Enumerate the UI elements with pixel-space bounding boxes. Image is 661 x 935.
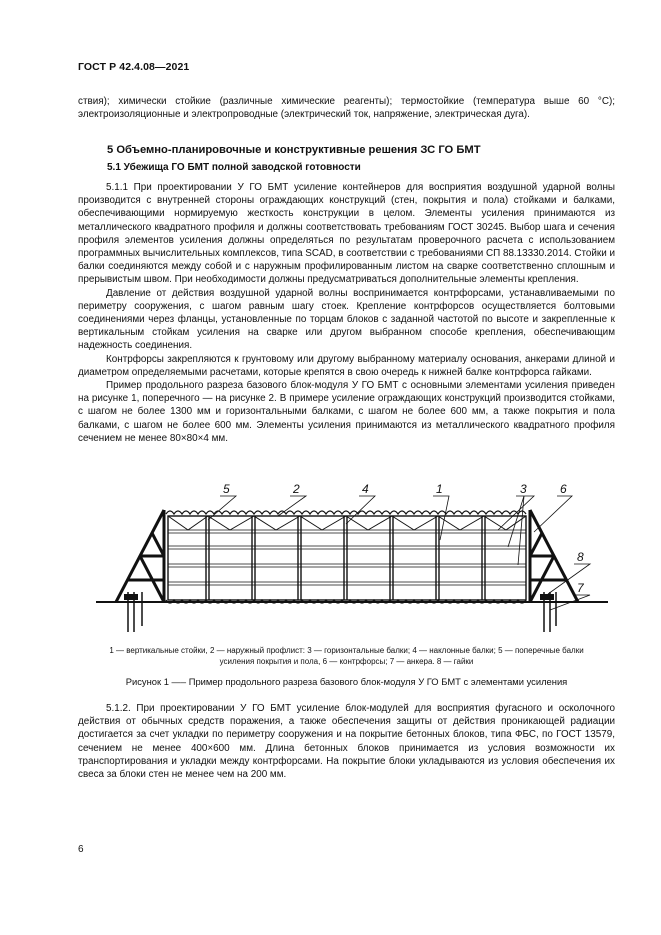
anchors [128,592,556,632]
label-6: 6 [560,482,567,496]
vertical-posts [206,516,485,600]
nuts [124,594,554,600]
figure-1-drawing [78,480,615,638]
section-title: 5 Объемно-планировочные и конструктивные решения ЗС ГО БМТ [107,144,481,156]
figure-legend [78,645,615,667]
intro-paragraph [78,95,615,121]
subsection-title: 5.1 Убежища ГО БМТ полной заводской готовности [107,162,361,173]
label-8: 8 [577,550,584,564]
left-buttress [116,510,164,602]
right-buttress [530,510,578,602]
page-number: 6 [78,844,84,855]
legend-line-1: 1 — вертикальные стойки, 2 — наружный профлист: 3 — горизонтальные балки; 4 — наклонные балки; 5 — поперечные балки [109,646,584,655]
label-4: 4 [362,482,369,496]
label-2: 2 [293,482,300,496]
figure-caption: Рисунок 1 —– Пример продольного разреза базового блок-модуля У ГО БМТ с элементами усиления [125,676,568,687]
paragraph-5-1-1: 5.1.1 При проектировании У ГО БМТ усиление контейнеров для восприятия воздушной ударной волны производится с внутренней стороны ограждающих конструкций (стен, покрытия и пола) стойками и балками, обеспечивающими нормируемую жесткость конструкции в целом. Элементы усиления принимаются из металлического квадратного профиля и должны соответствовать требованиям ГОСТ 30245. Выбор шага и сечения профиля элементов усиления должны определяться по результатам проверочного расчета с использованием программных вычислительных комплексов, типа SCAD, в соответствии с требованиями СП 88.13330.2014. Стойки и балки соединяются между собой и с наружным профилированным листом на сварке соответственно сплошным и прерывистым швом. При необходимости должны предусматриваться дополнительные элементы крепления. [78,182,615,286]
standard-header: ГОСТ Р 42.4.08—2021 [78,61,190,73]
label-5: 5 [223,482,230,496]
body-paragraphs [78,181,615,445]
intro-text: ствия); химически стойкие (различные химические реагенты); термостойкие (температура выше 60 °С); электроизоляционные и электропроводные (электрический ток, напряжение, электрическая дуга). [78,96,615,121]
label-3: 3 [520,482,527,496]
legend-line-2: усиления покрытия и пола, 6 — контрфорсы; 7 — анкера. 8 — гайки [219,657,474,666]
paragraph-anchors: Контрфорсы закрепляются к грунтовому или другому выбранному материалу основания, анкерами длиной и диаметром определяемыми расчетами, которые крепятся в свою очередь к нижней балке контрфорса гайками. [78,353,615,378]
paragraph-example: Пример продольного разреза базового блок-модуля У ГО БМТ с основными элементами усиления приведен на рисунке 1, поперечного — на рисунке 2. В примере усиление ограждающих конструкций производится стойками, с шагом не более 1300 мм и горизонтальными балками, с шагом не более 600 мм, а также покрытия и пола балками, с шагом не более 600 мм. Элементы усиления принимаются из металлического квадратного профиля сечением не менее 80×80×4 мм. [78,380,615,444]
paragraph-pressure: Давление от действия воздушной ударной волны воспринимается контрфорсами, устанавливаемыми по периметру сооружения, с шагом равным шагу стоек. Крепление контрфорсов осуществляется болтовыми соединениями через фланцы, установленные по торцам блоков с заданной частотой по высоте и закрепленные к вертикальным стойкам усиления на сварке или другом выбранном способе крепления, обеспечивающим надежность соединения. [78,287,615,352]
label-1: 1 [436,482,443,496]
paragraph-5-1-2-block [78,702,615,781]
roof-profiled-sheet [166,511,526,514]
paragraph-5-1-2: 5.1.2. При проектировании У ГО БМТ усиление блок-модулей для восприятия фугасного и осколочного действия от обычных средств поражения, а также обеспечения защиты от действия проникающей радиации достигается за счет укладки по периметру сооружения и на покрытие бетонных блоков, типа ФБС, по ГОСТ 13579, сечением не менее 400×600 мм. Длина бетонных блоков принимается из условия возможности их транспортирования и укладки между контрфорсами. На покрытие блоки укладываются из условия обеспечения их свеса за блоки стен не менее чем на 200 мм. [78,703,615,781]
label-7: 7 [577,581,584,595]
